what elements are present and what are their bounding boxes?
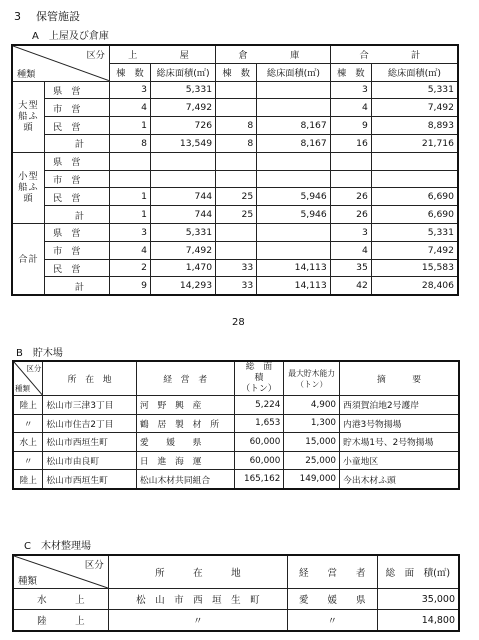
value-cell: 1 bbox=[109, 188, 150, 206]
value-cell: 5,946 bbox=[257, 206, 331, 224]
group-header: 上 屋 bbox=[109, 45, 215, 63]
loc-cell: 松山市由良町 bbox=[43, 451, 136, 470]
table-row bbox=[12, 206, 458, 224]
section-title: 保管施設 bbox=[36, 10, 80, 23]
type-cell: 〃 bbox=[13, 451, 43, 470]
value-cell bbox=[216, 152, 257, 170]
page-number: 28 bbox=[232, 317, 245, 328]
column-header: 所 在 地 bbox=[43, 361, 136, 396]
type-cell: 計 bbox=[44, 206, 109, 224]
area-cell: 1,653 bbox=[234, 414, 284, 433]
value-cell bbox=[216, 241, 257, 259]
value-cell: 1 bbox=[109, 206, 150, 224]
value-cell: 14,293 bbox=[151, 277, 216, 295]
value-cell: 744 bbox=[151, 206, 216, 224]
type-cell: 民 営 bbox=[44, 188, 109, 206]
value-cell: 26 bbox=[330, 188, 371, 206]
op-cell: 鶴 居 製 材 所 bbox=[136, 414, 234, 433]
value-cell: 8,893 bbox=[371, 117, 458, 135]
value-cell: 3 bbox=[109, 81, 150, 99]
group-header: 合 計 bbox=[330, 45, 458, 63]
value-cell bbox=[257, 81, 331, 99]
sub-header: 棟 数 bbox=[109, 63, 150, 81]
value-cell: 1 bbox=[109, 117, 150, 135]
part-b-label: B 貯木場 bbox=[16, 348, 63, 359]
loc-cell: 松山市西垣生町 bbox=[43, 470, 136, 489]
type-cell: 市 営 bbox=[44, 241, 109, 259]
value-cell: 7,492 bbox=[371, 241, 458, 259]
value-cell: 26 bbox=[330, 206, 371, 224]
value-cell: 3 bbox=[109, 223, 150, 241]
value-cell: 14,113 bbox=[257, 277, 331, 295]
type-cell: 市 営 bbox=[44, 170, 109, 188]
corner-bottom-label: 種類 bbox=[17, 68, 36, 80]
value-cell bbox=[109, 170, 150, 188]
category-cell: 合計 bbox=[12, 223, 44, 295]
type-cell: 計 bbox=[44, 277, 109, 295]
table-row bbox=[13, 414, 459, 433]
timber-pond-table bbox=[12, 360, 460, 490]
column-header: 摘 要 bbox=[340, 361, 459, 396]
type-cell: 陸 上 bbox=[13, 610, 108, 632]
value-cell: 15,583 bbox=[371, 259, 458, 277]
value-cell bbox=[330, 152, 371, 170]
type-cell: 民 営 bbox=[44, 117, 109, 135]
value-cell: 6,690 bbox=[371, 188, 458, 206]
value-cell: 5,946 bbox=[257, 188, 331, 206]
cap-cell: 149,000 bbox=[284, 470, 340, 489]
value-cell: 25 bbox=[216, 206, 257, 224]
table-row bbox=[12, 277, 458, 295]
value-cell: 28,406 bbox=[371, 277, 458, 295]
table-row bbox=[12, 99, 458, 117]
op-cell: 松山木材共同組合 bbox=[136, 470, 234, 489]
value-cell: 7,492 bbox=[371, 99, 458, 117]
value-cell: 8 bbox=[216, 134, 257, 152]
value-cell: 7,492 bbox=[151, 241, 216, 259]
table-row bbox=[13, 589, 459, 610]
value-cell bbox=[216, 223, 257, 241]
timber-pond-body bbox=[13, 396, 459, 489]
note-cell: 内港3号物揚場 bbox=[340, 414, 459, 433]
area-cell: 14,800 bbox=[377, 610, 459, 632]
note-cell: 貯木場1号、2号物揚場 bbox=[340, 433, 459, 452]
sub-header: 棟 数 bbox=[330, 63, 371, 81]
value-cell: 4 bbox=[109, 99, 150, 117]
type-cell: 県 営 bbox=[44, 223, 109, 241]
corner-cell bbox=[13, 361, 43, 396]
value-cell: 25 bbox=[216, 188, 257, 206]
value-cell bbox=[371, 170, 458, 188]
value-cell: 14,113 bbox=[257, 259, 331, 277]
value-cell: 8 bbox=[109, 134, 150, 152]
op-cell: 〃 bbox=[287, 610, 377, 632]
value-cell bbox=[216, 99, 257, 117]
table-row bbox=[13, 433, 459, 452]
loc-cell: 松 山 市 西 垣 生 町 bbox=[108, 589, 287, 610]
table-row bbox=[13, 396, 459, 415]
value-cell: 3 bbox=[330, 81, 371, 99]
value-cell bbox=[257, 223, 331, 241]
value-cell: 4 bbox=[109, 241, 150, 259]
value-cell bbox=[371, 152, 458, 170]
value-cell: 9 bbox=[109, 277, 150, 295]
value-cell: 35 bbox=[330, 259, 371, 277]
type-cell: 〃 bbox=[13, 414, 43, 433]
part-c-label: C 木材整理場 bbox=[24, 541, 91, 552]
note-cell: 今出木材ふ頭 bbox=[340, 470, 459, 489]
value-cell: 33 bbox=[216, 259, 257, 277]
type-cell: 民 営 bbox=[44, 259, 109, 277]
value-cell: 13,549 bbox=[151, 134, 216, 152]
value-cell: 8 bbox=[216, 117, 257, 135]
op-cell: 愛 媛 県 bbox=[287, 589, 377, 610]
timber-yard-body bbox=[13, 589, 459, 632]
op-cell: 愛 媛 県 bbox=[136, 433, 234, 452]
section-heading bbox=[14, 8, 80, 24]
table-row bbox=[12, 241, 458, 259]
cap-cell: 4,900 bbox=[284, 396, 340, 415]
value-cell: 8,167 bbox=[257, 134, 331, 152]
corner-bottom-label: 種類 bbox=[15, 384, 30, 393]
column-header: 所 在 地 bbox=[108, 555, 287, 589]
value-cell bbox=[151, 170, 216, 188]
column-header: 総 面 積(㎡) bbox=[377, 555, 459, 589]
table-row bbox=[12, 188, 458, 206]
sub-header: 総床面積(㎡) bbox=[371, 63, 458, 81]
cap-cell: 1,300 bbox=[284, 414, 340, 433]
value-cell: 6,690 bbox=[371, 206, 458, 224]
value-cell: 5,331 bbox=[371, 81, 458, 99]
area-cell: 60,000 bbox=[234, 433, 284, 452]
section-number: 3 bbox=[14, 10, 21, 23]
table-row bbox=[12, 170, 458, 188]
table-row bbox=[12, 81, 458, 99]
column-header: 総 面 積 （トン） bbox=[234, 361, 284, 396]
table-row bbox=[12, 134, 458, 152]
value-cell bbox=[257, 241, 331, 259]
table-row bbox=[13, 470, 459, 489]
column-header: 経 営 者 bbox=[287, 555, 377, 589]
value-cell bbox=[257, 152, 331, 170]
loc-cell: 〃 bbox=[108, 610, 287, 632]
corner-top-label: 区分 bbox=[26, 364, 42, 373]
value-cell bbox=[109, 152, 150, 170]
area-cell: 165,162 bbox=[234, 470, 284, 489]
value-cell: 9 bbox=[330, 117, 371, 135]
value-cell: 42 bbox=[330, 277, 371, 295]
corner-top-label: 区分 bbox=[84, 560, 104, 571]
op-cell: 河 野 興 産 bbox=[136, 396, 234, 415]
cap-cell: 15,000 bbox=[284, 433, 340, 452]
op-cell: 日 進 海 運 bbox=[136, 451, 234, 470]
value-cell: 21,716 bbox=[371, 134, 458, 152]
table-row bbox=[13, 451, 459, 470]
value-cell: 5,331 bbox=[371, 223, 458, 241]
group-header: 倉 庫 bbox=[216, 45, 331, 63]
table-row bbox=[12, 259, 458, 277]
sub-header: 棟 数 bbox=[216, 63, 257, 81]
value-cell: 7,492 bbox=[151, 99, 216, 117]
type-cell: 水上 bbox=[13, 433, 43, 452]
value-cell: 726 bbox=[151, 117, 216, 135]
loc-cell: 松山市住吉2丁目 bbox=[43, 414, 136, 433]
corner-bottom-label: 種類 bbox=[18, 576, 38, 587]
value-cell: 8,167 bbox=[257, 117, 331, 135]
loc-cell: 松山市三津3丁目 bbox=[43, 396, 136, 415]
type-cell: 県 営 bbox=[44, 81, 109, 99]
type-cell: 水 上 bbox=[13, 589, 108, 610]
column-header: 最大貯木能力 （トン） bbox=[284, 361, 340, 396]
note-cell: 西須賀泊地2号護岸 bbox=[340, 396, 459, 415]
value-cell bbox=[257, 170, 331, 188]
value-cell bbox=[330, 170, 371, 188]
type-cell: 県 営 bbox=[44, 152, 109, 170]
category-cell: 大型船ふ頭 bbox=[12, 81, 44, 152]
value-cell: 744 bbox=[151, 188, 216, 206]
cap-cell: 25,000 bbox=[284, 451, 340, 470]
value-cell bbox=[216, 170, 257, 188]
value-cell: 5,331 bbox=[151, 223, 216, 241]
type-cell: 陸上 bbox=[13, 396, 43, 415]
value-cell: 5,331 bbox=[151, 81, 216, 99]
storage-table bbox=[11, 44, 459, 296]
value-cell bbox=[151, 152, 216, 170]
category-cell: 小型船ふ頭 bbox=[12, 152, 44, 223]
value-cell: 4 bbox=[330, 241, 371, 259]
corner-cell bbox=[12, 45, 109, 81]
area-cell: 35,000 bbox=[377, 589, 459, 610]
table-row bbox=[12, 152, 458, 170]
value-cell: 16 bbox=[330, 134, 371, 152]
note-cell: 小童地区 bbox=[340, 451, 459, 470]
type-cell: 陸上 bbox=[13, 470, 43, 489]
area-cell: 60,000 bbox=[234, 451, 284, 470]
value-cell: 4 bbox=[330, 99, 371, 117]
type-cell: 計 bbox=[44, 134, 109, 152]
table-row bbox=[12, 223, 458, 241]
corner-top-label: 区分 bbox=[86, 50, 105, 61]
corner-cell bbox=[13, 555, 108, 589]
value-cell: 1,470 bbox=[151, 259, 216, 277]
area-cell: 5,224 bbox=[234, 396, 284, 415]
timber-yard-table bbox=[12, 554, 460, 632]
sub-header: 総床面積(㎡) bbox=[257, 63, 331, 81]
value-cell: 2 bbox=[109, 259, 150, 277]
value-cell: 33 bbox=[216, 277, 257, 295]
part-a-label: A 上屋及び倉庫 bbox=[32, 31, 109, 42]
value-cell bbox=[216, 81, 257, 99]
sub-header: 総床面積(㎡) bbox=[151, 63, 216, 81]
table-row bbox=[13, 610, 459, 632]
column-header: 経 営 者 bbox=[136, 361, 234, 396]
loc-cell: 松山市西垣生町 bbox=[43, 433, 136, 452]
table-row bbox=[12, 117, 458, 135]
storage-table-body bbox=[12, 81, 458, 295]
type-cell: 市 営 bbox=[44, 99, 109, 117]
value-cell bbox=[257, 99, 331, 117]
value-cell: 3 bbox=[330, 223, 371, 241]
